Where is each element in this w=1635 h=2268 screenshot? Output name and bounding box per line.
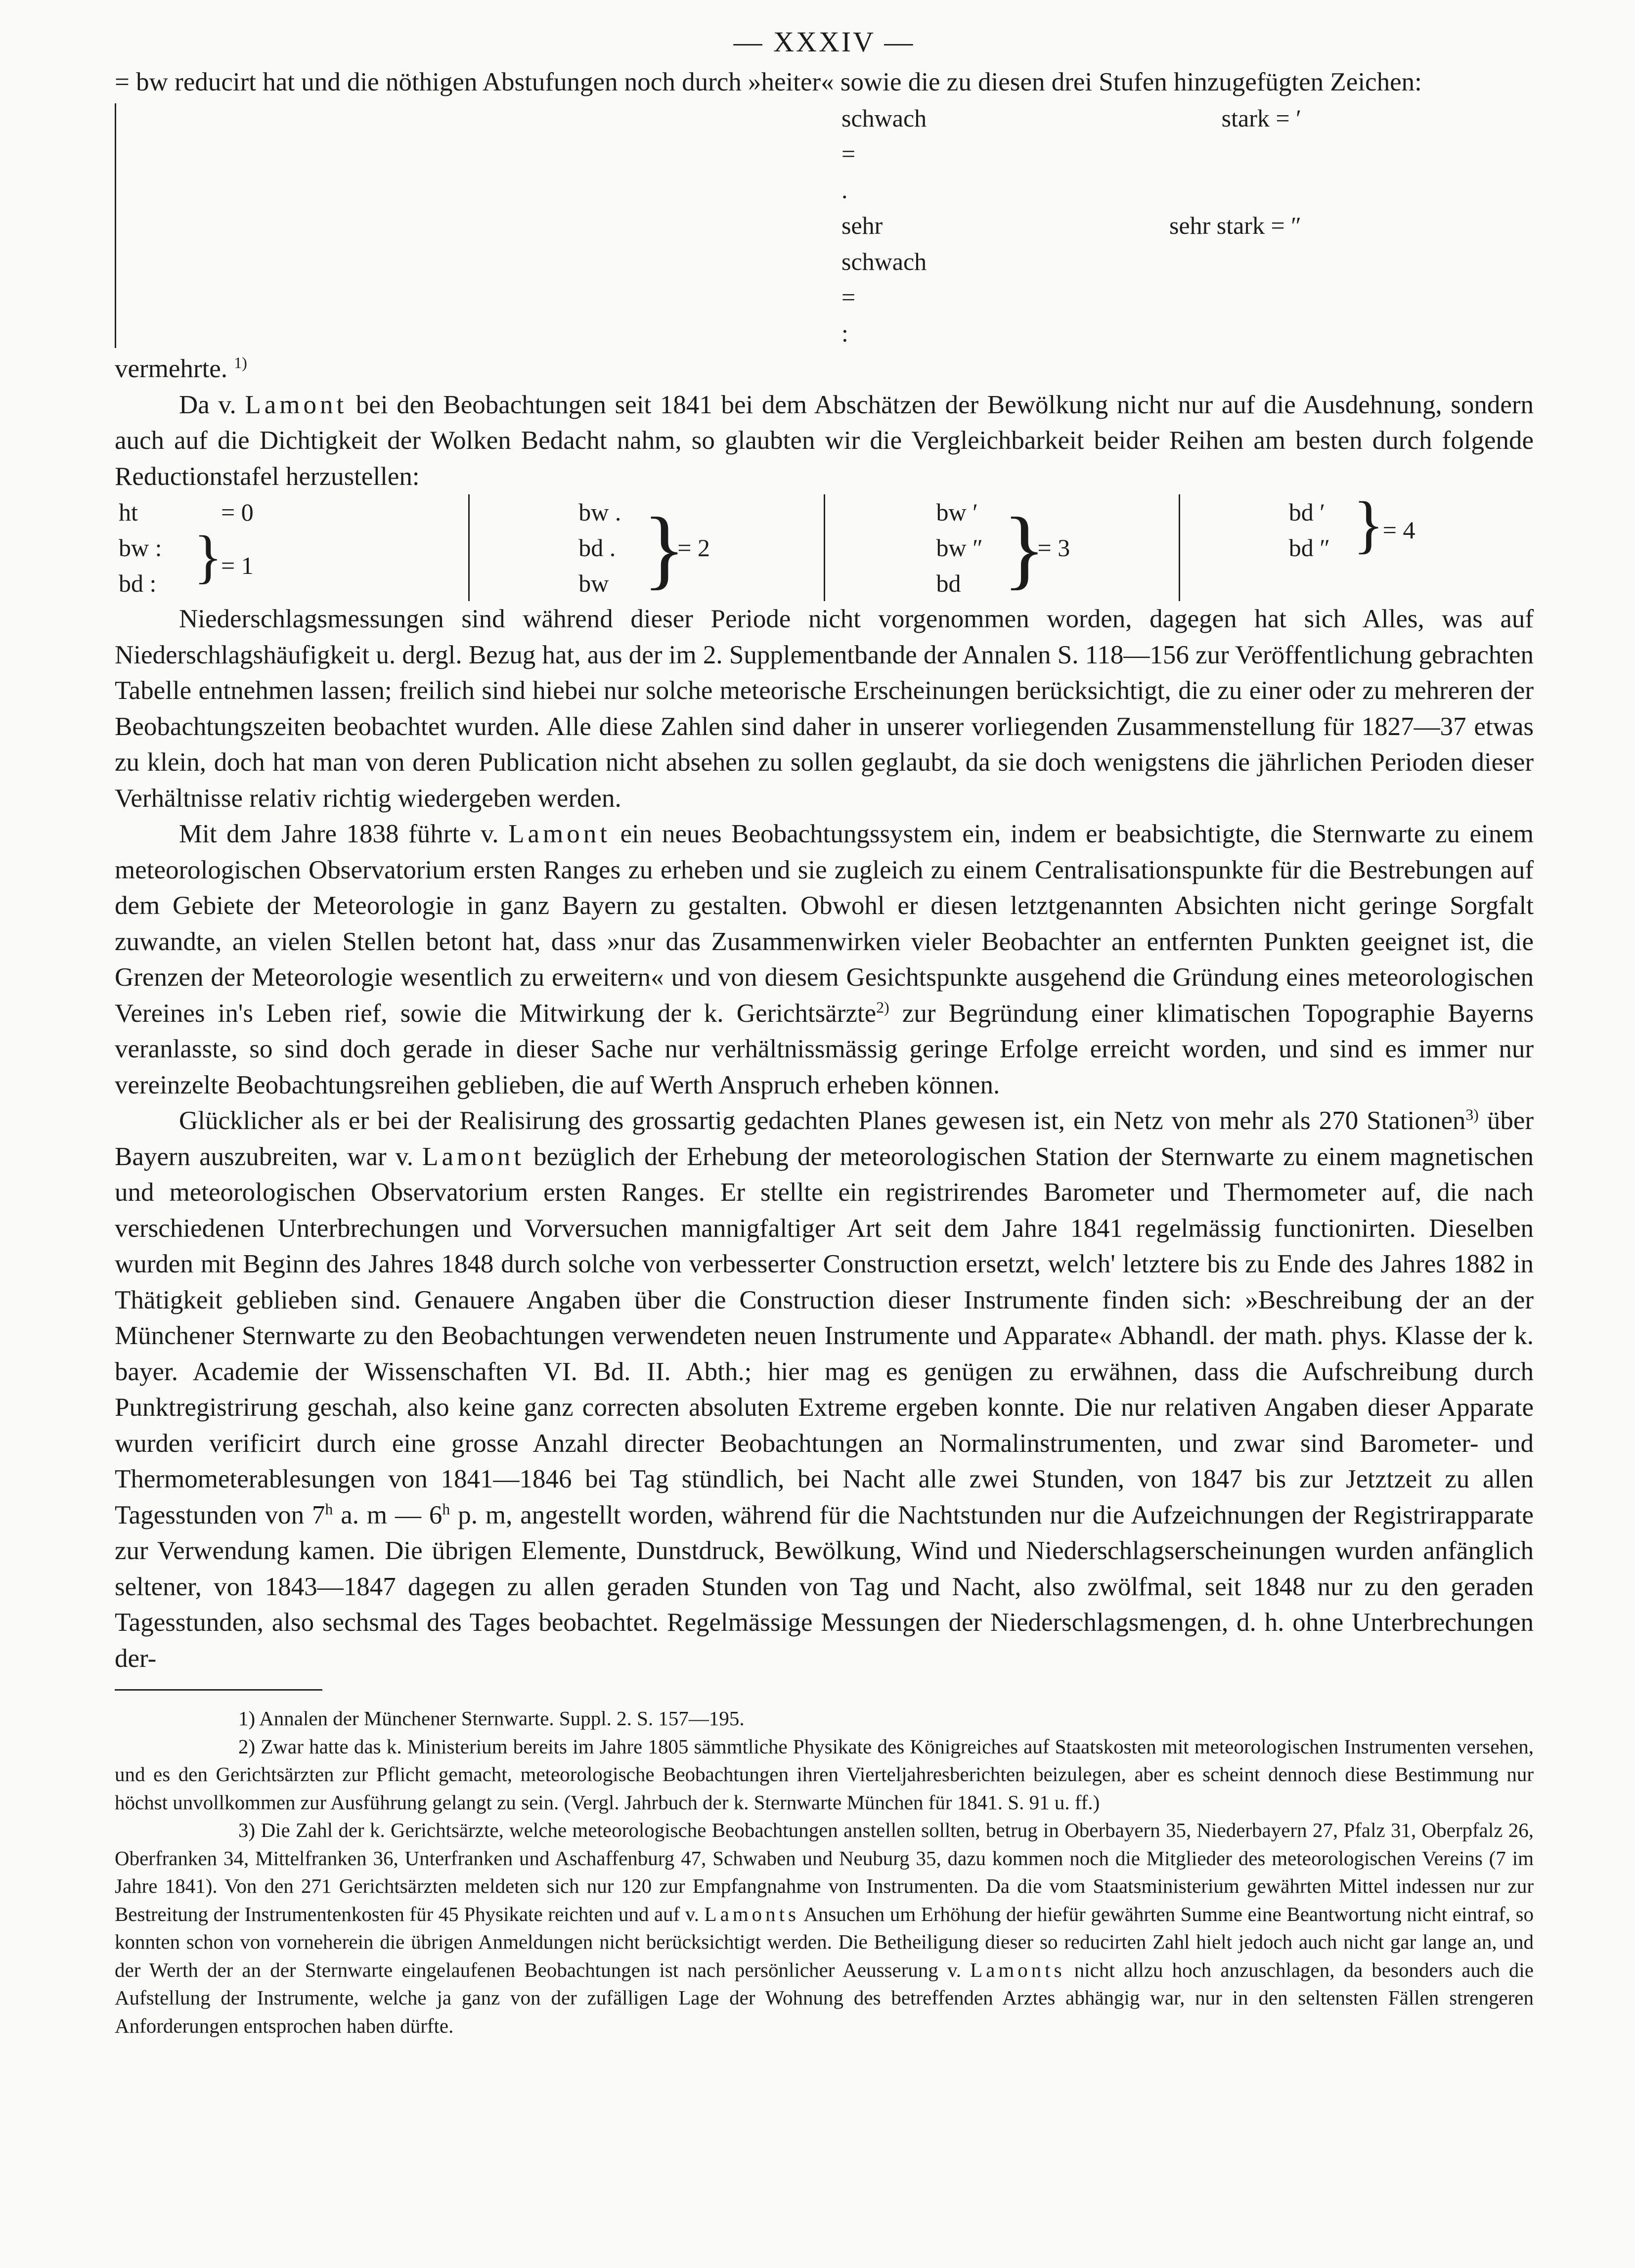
person-name: Lamonts (704, 1902, 800, 1925)
superscript-h: h (442, 1500, 450, 1518)
footnote-divider (115, 1689, 322, 1691)
paragraph-1838: Mit dem Jahre 1838 führte v. Lamont ein neues Beobachtungssystem ein, indem er beabsichtigte, die Sternwarte zu einem meteorologischen Observatorium ersten Ranges zu erheben und sie zugleich zu einem Centralisationspunkte für die Bestrebungen auf dem Gebiete der Meteorologie in ganz Bayern zu gestalten. Obwohl er diesen letztgenannten Absichten nicht geringe Sorgfalt zuwandte, an vielen Stellen betont hat, dass »nur das Zusammenwirken vieler Beobachter an entfernten Punkten geeignet ist, die Grenzen der Meteorologie wesentlich zu erweitern« und von diesem Gesichtspunkte ausgehend die Gründung eines meteorologischen Vereines in's Leben rief, sowie die Mitwirkung der k. Gerichtsärzte$^{2)}$ zur Begründung einer klimatischen Topographie Bayerns veranlasste, so sind doch gerade in dieser Sache nur verhältnissmässig geringe Erfolge erreicht worden, und sind es immer nur vereinzelte Beobachtungsreihen geblieben, die auf Werth Anspruch erheben können. (115, 820, 1534, 1099)
footnote-ref-2[interactable]: 2) (876, 998, 889, 1016)
reduction-group-3 (824, 494, 1179, 601)
paragraph-lamont: Da v. Lamont bei den Beobachtungen seit 1841 bei dem Abschätzen der Bewölkung nicht nur auf die Ausdehnung, sondern auch auf die Dichtigkeit der Wolken Bedacht nahm, so glaubten wir die Vergleichbarkeit beider Reihen am besten durch folgende Reductionstafel herzustellen: (115, 390, 1534, 491)
vermehrte-line: vermehrte. $^{1)}$ (115, 354, 247, 383)
person-name: Lamont (245, 390, 348, 419)
reduction-g2-line: bd . (578, 534, 616, 562)
paragraph-gluecklicher: Glücklicher als er bei der Realisirung des grossartig gedachten Planes gewesen ist, ein Netz von mehr als 270 Stationen$^{3)}$ über Bayern auszubreiten, war v. Lamont bezüglich der Erhebung der meteorologischen Station der Sternwarte zu einem magnetischen und meteorologischen Observatorium ersten Ranges. Er stellte ein registrirendes Barometer und Thermometer auf, die nach verschiedenen Unterbrechungen und Vorversuchen mannigfaltiger Art seit dem Jahre 1841 regelmässig functionirten. Dieselben wurden mit Beginn des Jahres 1848 durch solche von verbesserter Construction ersetzt, welch' letztere bis zu Ende des Jahres 1882 in Thätigkeit geblieben sind. Genauere Angaben über die Construction dieser Instrumente finden sich: »Beschreibung der an der Münchener Sternwarte zu den Beobachtungen verwendeten neuen Instrumente und Apparate« Abhandl. der math. phys. Klasse der k. bayer. Academie der Wissenschaften VI. Bd. II. Abth.; hier mag es genügen zu erwähnen, dass die Aufschreibung durch Punktregistrirung geschah, also keine ganz correcten absoluten Extreme ergeben konnte. Die nur relativen Angaben dieser Apparate wurden verificirt durch eine grosse Anzahl directer Beobachtungen an Normalinstrumenten, und zwar sind Barometer- und Thermometerablesungen von 1841—1846 bei Tag stündlich, bei Nacht alle zwei Stunden, von 1847 bis zur Jetztzeit zu allen Tagesstunden von 7$^h$ a. m — 6$^h$ p. m, angestellt worden, während für die Nachtstunden nur die Aufzeichnungen der Registrirapparate zur Verwendung kamen. Die übrigen Elemente, Dunstdruck, Bewölkung, Wind und Niederschlagserscheinungen wurden anfänglich seltener, von 1843—1847 dagegen zu allen geraden Stunden von Tag und Nacht, also zwölfmal, seit 1848 nur zu den geraden Tagesstunden, also sechsmal des Tages beobachtet. Regelmässige Messungen der Niederschlagsmengen, d. h. ohne Unterbrechungen der- (115, 1106, 1534, 1673)
reduction-eq-4: = 4 (1382, 516, 1415, 544)
sign-sehr-stark: sehr stark = ″ (1169, 212, 1301, 239)
person-name: Lamont (508, 820, 611, 848)
intro-line: = bw reducirt hat und die nöthigen Abstufungen noch durch »heiter« sowie die zu diesen drei Stufen hinzugefügten Zeichen: (115, 68, 1422, 96)
reduction-g2-line: bw (578, 569, 609, 597)
paragraph-niederschlag: Niederschlagsmessungen sind während dieser Periode nicht vorgenommen worden, dagegen hat sich Alles, was auf Niederschlagshäufigkeit u. dergl. Bezug hat, aus der im 2. Supplementbande der Annalen S. 118—156 zur Veröffentlichung gebrachten Tabelle entnehmen lassen; freilich sind hiebei nur solche meteorische Erscheinungen berücksichtigt, die zu einer oder zu mehreren der Beobachtungszeiten beobachtet wurden. Alle diese Zahlen sind daher in unserer vorliegenden Zusammenstellung für 1827—37 etwas zu klein, doch hat man von deren Publication nicht absehen zu sollen geglaubt, da sie doch wenigstens die jährlichen Perioden dieser Verhältnisse relativ richtig wiedergeben werden. (115, 605, 1534, 813)
page-number: — XXXIV — (733, 26, 915, 58)
reduction-g3-line: bw ″ (936, 534, 983, 562)
person-name: Lamonts (970, 1958, 1065, 1981)
page (115, 20, 1534, 2244)
sign-stark: stark = ′ (1221, 104, 1301, 132)
reduction-g3-line: bw ′ (936, 498, 978, 526)
brace-icon: } (1353, 489, 1384, 560)
reduction-table (115, 489, 1534, 601)
footnote-1: 1) Annalen der Münchener Sternwarte. Suppl. 2. S. 157—195. (238, 1707, 745, 1730)
reduction-ht: ht (119, 498, 138, 526)
reduction-group-4 (1179, 489, 1534, 601)
reduction-eq-2: = 2 (677, 534, 710, 562)
footnote-ref-1[interactable]: 1) (234, 354, 247, 372)
footnote-2: 2) Zwar hatte das k. Ministerium bereits im Jahre 1805 sämmtliche Physikate des Königreiches auf Staatskosten mit meteorologischen Instrumenten versehen, und es den Gerichtsärzten zur Pflicht gemacht, meteorologische Beobachtungen ihren Vierteljahresberichten beizulegen, aber es scheint dennoch diese Bestimmung nur höchst unvollkommen zur Ausführung gelangt zu sein. (Vergl. Jahrbuch der k. Sternwarte München für 1841. S. 91 u. ff.) (115, 1735, 1534, 1814)
sign-legend (115, 100, 1534, 351)
brace-icon: } (1003, 499, 1046, 598)
reduction-eq-1: = 1 (221, 552, 254, 579)
superscript-h: h (325, 1500, 333, 1518)
reduction-g4-line: bd ″ (1288, 534, 1330, 562)
reduction-g1-line: bw : (119, 534, 162, 562)
reduction-eq-3: = 3 (1037, 534, 1070, 562)
footnote-ref-3[interactable]: 3) (1465, 1106, 1479, 1124)
reduction-eq-0: = 0 (221, 498, 254, 526)
brace-icon: } (643, 499, 686, 598)
reduction-g1-line: bd : (119, 569, 157, 597)
sign-schwach: schwach = . (841, 104, 927, 204)
reduction-group-0-1 (115, 494, 468, 601)
reduction-g4-line: bd ′ (1288, 498, 1326, 526)
sign-sehr-schwach: sehr schwach = : (841, 212, 927, 347)
person-name: Lamont (422, 1142, 525, 1171)
footnote-3: 3) Die Zahl der k. Gerichtsärzte, welche meteorologische Beobachtungen anstellen sollten, betrug in Oberbayern 35, Niederbayern 27, Pfalz 31, Oberpfalz 26, Oberfranken 34, Mittelfranken 36, Unterfranken und Aschaffenburg 47, Schwaben und Neuburg 35, dazu kommen noch die Mitglieder des meteorologischen Vereins (7 im Jahre 1841). Von den 271 Gerichtsärzten meldeten sich nur 120 zur Empfangnahme von Instrumenten. Da die vom Staatsministerium gewährten Mittel indessen nur zur Bestreitung der Instrumentenkosten für 45 Physikate reichten und auf v. Lamonts Ansuchen um Erhöhung der hiefür gewährten Summe eine Beantwortung nicht eintraf, so konnten schon von vorneherein die übrigen Anmeldungen nicht berücksichtigt werden. Die Betheiligung dieser so reducirten Zahl hielt jedoch auch nicht gar lange an, und der Werth der an der Sternwarte eingelaufenen Beobachtungen ist nach persönlicher Aeusserung v. Lamonts nicht allzu hoch anzuschlagen, da besonders auch die Aufstellung der Instrumente, welche ja ganz von der zufälligen Lage der Wohnung des betreffenden Arztes abhängig war, nur in den seltensten Fällen strengeren Anforderungen entsprochen haben dürfte. (115, 1819, 1534, 2037)
brace-icon: } (194, 523, 222, 589)
reduction-g3-line: bd (936, 569, 961, 597)
reduction-group-2 (468, 494, 823, 601)
footnotes (115, 1704, 1534, 2040)
sign-divider (115, 103, 841, 349)
reduction-g2-line: bw . (578, 498, 621, 526)
